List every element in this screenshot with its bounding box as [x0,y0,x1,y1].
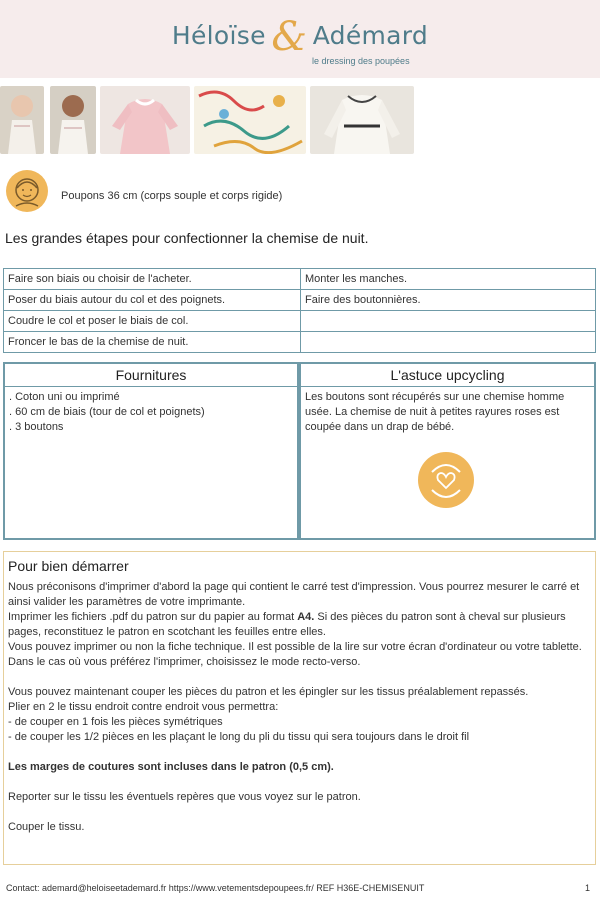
paragraph: Vous pouvez maintenant couper les pièces du patron et les épingler sur les tissus préalablement repassés. [8,686,529,698]
spacer [8,805,591,820]
photo-printed-fabric [194,86,306,154]
step-cell: Coudre le col et poser le biais de col. [4,311,301,332]
paragraph: Plier en 2 le tissu endroit contre endroit vous permettra: [8,701,279,713]
paragraph: Couper le tissu. [8,821,85,833]
photo-pink-dress [100,86,190,154]
step-cell: Poser du biais autour du col et des poignets. [4,290,301,311]
list-item: . 60 cm de biais (tour de col et poignets) [9,406,205,418]
table-row [4,290,596,311]
tip-text: Les boutons sont récupérés sur une chemise homme usée. La chemise de nuit à petites rayures roses est coupée dans un drap de bébé. [305,391,565,433]
photo-doll-1 [0,86,44,154]
step-cell [301,332,596,353]
doll-size-text: Poupons 36 cm (corps souple et corps rigide) [61,190,283,202]
hands-heart-icon [418,452,474,508]
photo-white-dress [310,86,414,154]
paragraph: Vous pouvez imprimer ou non la fiche technique. Il est possible de la lire sur votre écran d'ordinateur ou votre tablette. Dans le cas où vous préférez l'imprimer, choisissez le mode recto-verso. [8,641,582,668]
list-item: . 3 boutons [9,421,64,433]
steps-table [3,268,596,353]
step-cell: Froncer le bas de la chemise de nuit. [4,332,301,353]
paragraph: - de couper les 1/2 pièces en les plaçant le long du pli du tissu qui sera toujours dans le droit fil [8,731,470,743]
footer-contact: Contact: ademard@heloiseetademard.fr https://www.vetementsdepoupees.fr/ REF H36E-CHEMISENUIT [6,883,425,893]
tip-title: L'astuce upcycling [390,367,505,383]
supplies-list [5,387,297,438]
spacer [8,670,591,685]
step-cell: Faire son biais ou choisir de l'acheter. [4,269,301,290]
text-span: Imprimer les fichiers .pdf du patron sur du papier au format [8,611,298,623]
spacer [8,745,591,760]
paragraph: Reporter sur le tissu les éventuels repères que vous voyez sur le patron. [8,791,361,803]
spacer [8,775,591,790]
paragraph: - de couper en 1 fois les pièces symétriques [8,716,223,728]
brand-name-first: Héloïse [171,21,266,50]
header-banner [0,0,600,78]
page-title: Les grandes étapes pour confectionner la chemise de nuit. [5,230,369,246]
page-number: 1 [584,883,590,893]
list-item: . Coton uni ou imprimé [9,391,120,403]
brand-tagline: le dressing des poupées [312,56,410,66]
supplies-title: Fournitures [115,367,187,383]
paragraph: Nous préconisons d'imprimer d'abord la page qui contient le carré test d'impression. Vous pourrez mesurer le carré et ainsi valider les paramètres de votre imprimante. [8,581,580,608]
doll-face-icon [6,170,48,212]
table-row [4,332,596,353]
upcycling-tip-box [299,362,596,540]
step-cell: Monter les manches. [301,269,596,290]
photo-doll-2 [50,86,96,154]
format-label: A4. [297,611,315,623]
step-cell: Faire des boutonnières. [301,290,596,311]
paragraph [8,610,591,640]
section-title: Pour bien démarrer [8,558,129,574]
seam-allowance-note: Les marges de coutures sont incluses dans le patron (0,5 cm). [8,761,334,773]
getting-started-section [3,551,596,865]
table-row [4,269,596,290]
brand-logo [0,14,600,60]
table-row [4,311,596,332]
text-span: Si des pièces du patron sont à cheval sur plusieurs pages, reconstituez le patron en scotchant les feuilles entre elles. [8,611,566,638]
supplies-box [3,362,299,540]
brand-name-second: Adémard [312,21,429,50]
brand-ampersand: & [271,14,308,60]
step-cell [301,311,596,332]
